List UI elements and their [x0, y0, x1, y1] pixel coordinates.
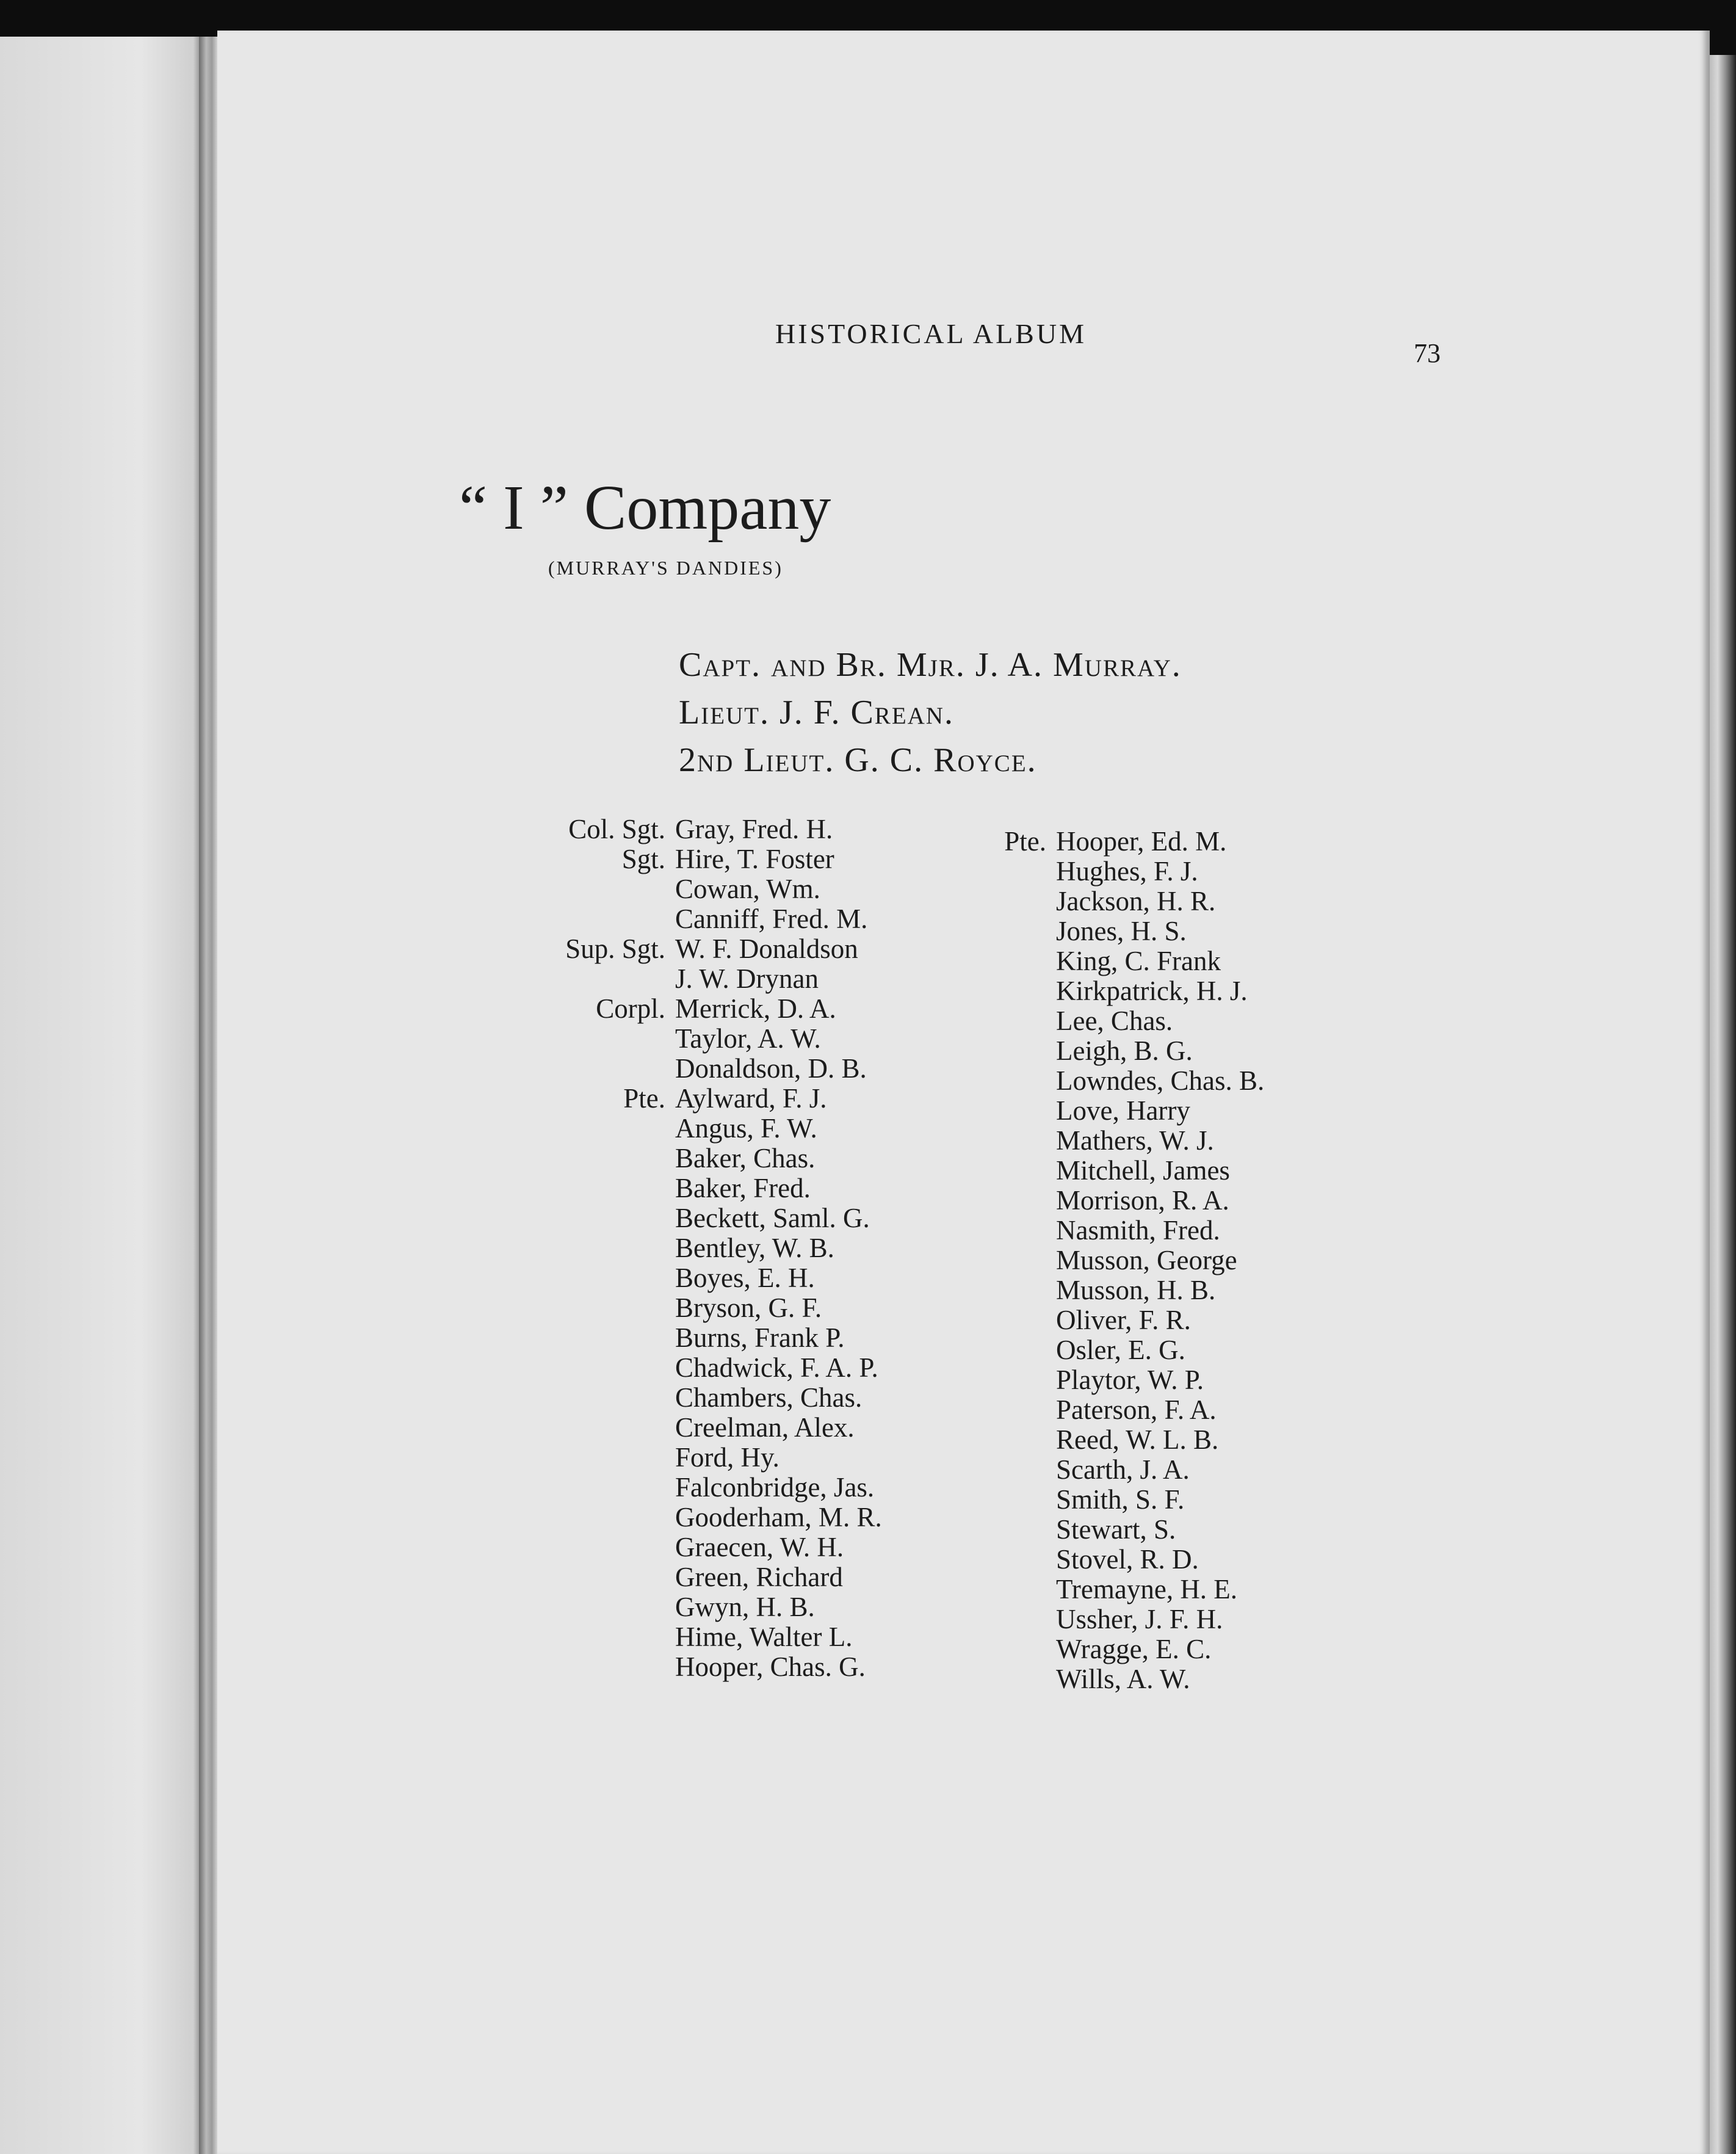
roster-entry: [531, 1652, 882, 1682]
roster-name: W. F. Donaldson: [675, 934, 858, 964]
roster-entry: [531, 1473, 882, 1503]
roster-rank: [989, 887, 1056, 916]
roster-entry: [531, 904, 882, 934]
roster-rank: [531, 1532, 675, 1562]
roster-rank: [531, 1652, 675, 1682]
roster-name: Green, Richard: [675, 1562, 843, 1592]
roster-name: Love, Harry: [1056, 1095, 1190, 1126]
roster-rank: [531, 1114, 675, 1144]
roster-name: Stovel, R. D.: [1056, 1544, 1199, 1575]
roster-name: Jones, H. S.: [1056, 916, 1187, 946]
roster-entry: [989, 1006, 1264, 1036]
roster-rank: [989, 1485, 1056, 1515]
roster-rank: [989, 1126, 1056, 1156]
roster-rank: [989, 1634, 1056, 1664]
roster-rank: [989, 1664, 1056, 1694]
roster-rank: [531, 1054, 675, 1084]
roster-rank: [531, 1473, 675, 1503]
roster-rank: [989, 1365, 1056, 1395]
roster-entry: [989, 1305, 1264, 1335]
roster-rank: [531, 1233, 675, 1263]
roster-rank: [531, 1443, 675, 1473]
roster-entry: [989, 1634, 1264, 1664]
roster-name: Burns, Frank P.: [675, 1322, 845, 1353]
roster-entry: [531, 1084, 882, 1114]
roster-name: Hooper, Ed. M.: [1056, 826, 1227, 857]
roster-name: Graecen, W. H.: [675, 1532, 844, 1562]
roster-entry: [989, 1216, 1264, 1246]
roster-rank: [989, 1305, 1056, 1335]
left-page-edge: [0, 37, 201, 2154]
roster-name: Musson, George: [1056, 1245, 1237, 1275]
roster-rank: [531, 1503, 675, 1532]
roster-rank: [989, 1275, 1056, 1305]
roster-name: Wills, A. W.: [1056, 1664, 1190, 1694]
roster-entry: [989, 946, 1264, 976]
roster-entry: [989, 1515, 1264, 1545]
roster-entry: [531, 1024, 882, 1054]
page-stack-edge: [1710, 55, 1736, 2154]
roster-entry: [989, 887, 1264, 916]
roster-entry: [531, 1592, 882, 1622]
roster-name: Chadwick, F. A. P.: [675, 1352, 878, 1383]
roster-rank: [989, 1455, 1056, 1485]
roster-name: Creelman, Alex.: [675, 1412, 855, 1443]
roster-entry: [531, 1293, 882, 1323]
roster-name: Scarth, J. A.: [1056, 1454, 1190, 1485]
roster-entry: [531, 874, 882, 904]
roster-entry: [989, 1664, 1264, 1694]
roster-entry: [531, 1144, 882, 1173]
roster-rank: [531, 964, 675, 994]
roster-entry: [989, 1275, 1264, 1305]
roster-rank: Sgt.: [621, 844, 665, 874]
roster-entry: [531, 1114, 882, 1144]
roster-rank: [989, 1605, 1056, 1634]
roster-name: Lee, Chas.: [1056, 1006, 1173, 1036]
roster-rank: [989, 1066, 1056, 1096]
roster-rank: [989, 946, 1056, 976]
roster-entry: [531, 1562, 882, 1592]
roster-entry: [989, 827, 1264, 857]
roster-entry: [531, 1263, 882, 1293]
roster-name: Playtor, W. P.: [1056, 1365, 1204, 1395]
roster-entry: [989, 1066, 1264, 1096]
roster-name: Merrick, D. A.: [675, 993, 836, 1024]
roster-entry: [531, 1353, 882, 1383]
roster-rank: [989, 1156, 1056, 1186]
roster-entry: [531, 964, 882, 994]
roster-rank: [989, 1036, 1056, 1066]
roster-name: Leigh, B. G.: [1056, 1035, 1193, 1066]
roster-rank: [531, 1293, 675, 1323]
roster-entry: [989, 1156, 1264, 1186]
roster-rank: [989, 1335, 1056, 1365]
officer-captain: Capt. and Br. Mjr. J. A. Murray.: [679, 646, 1182, 684]
roster-name: Hime, Walter L.: [675, 1622, 853, 1652]
roster-rank: [989, 1006, 1056, 1036]
roster-rank: [989, 1246, 1056, 1275]
roster-rank: [989, 1216, 1056, 1246]
roster-entry: [531, 1054, 882, 1084]
roster-rank: [531, 874, 675, 904]
roster-name: Hire, T. Foster: [675, 844, 834, 874]
roster-entry: [531, 1173, 882, 1203]
roster-rank: [989, 1096, 1056, 1126]
roster-rank: Corpl.: [596, 993, 665, 1024]
roster-rank: [531, 1383, 675, 1413]
roster-name: Morrison, R. A.: [1056, 1185, 1229, 1216]
roster-rank: [531, 1024, 675, 1054]
roster-rank: [989, 857, 1056, 887]
roster-entry: [989, 1545, 1264, 1575]
roster-name: Oliver, F. R.: [1056, 1305, 1191, 1335]
roster-rank: [989, 1515, 1056, 1545]
roster-name: Wragge, E. C.: [1056, 1634, 1212, 1664]
roster-name: Hughes, F. J.: [1056, 856, 1198, 887]
roster-name: Mathers, W. J.: [1056, 1125, 1214, 1156]
roster-rank: Sup. Sgt.: [565, 934, 665, 964]
roster-entry: [989, 1365, 1264, 1395]
roster-name: Jackson, H. R.: [1056, 886, 1216, 916]
roster-entry: [989, 1425, 1264, 1455]
roster-rank: [531, 1353, 675, 1383]
roster-entry: [531, 1443, 882, 1473]
roster-name: Osler, E. G.: [1056, 1335, 1185, 1365]
roster-rank: [989, 1575, 1056, 1605]
roster-name: Kirkpatrick, H. J.: [1056, 976, 1248, 1006]
roster-name: Cowan, Wm.: [675, 874, 820, 904]
roster-rank: [989, 1395, 1056, 1425]
roster-rank: Pte.: [623, 1083, 665, 1114]
roster-rank: [989, 1545, 1056, 1575]
roster-name: Paterson, F. A.: [1056, 1394, 1217, 1425]
officer-second-lieutenant: 2nd Lieut. G. C. Royce.: [679, 741, 1037, 779]
roster-rank: Pte.: [1004, 826, 1046, 857]
roster-entry: [989, 1455, 1264, 1485]
roster-entry: [531, 1203, 882, 1233]
roster-entry: [989, 1126, 1264, 1156]
roster-name: Gray, Fred. H.: [675, 814, 833, 844]
roster-name: Canniff, Fred. M.: [675, 904, 868, 934]
roster-entry: [989, 916, 1264, 946]
roster-rank: [531, 1173, 675, 1203]
roster-rank: Col. Sgt.: [568, 814, 665, 844]
roster-right-column: [989, 827, 1264, 1694]
roster-name: Mitchell, James: [1056, 1155, 1230, 1186]
roster-entry: [531, 1532, 882, 1562]
page-title: “ I ” Company: [459, 473, 831, 543]
roster-rank: [531, 1144, 675, 1173]
roster-name: Chambers, Chas.: [675, 1382, 863, 1413]
roster-rank: [989, 1186, 1056, 1216]
roster-entry: [989, 1096, 1264, 1126]
roster-entry: [531, 1323, 882, 1353]
officer-lieutenant: Lieut. J. F. Crean.: [679, 694, 954, 731]
roster-entry: [989, 1246, 1264, 1275]
roster-entry: [989, 1395, 1264, 1425]
roster-name: Gwyn, H. B.: [675, 1592, 815, 1622]
roster-entry: [531, 994, 882, 1024]
roster-rank: [531, 1413, 675, 1443]
roster-rank: [531, 1592, 675, 1622]
roster-entry: [531, 844, 882, 874]
roster-name: King, C. Frank: [1056, 946, 1221, 976]
roster-rank: [531, 904, 675, 934]
roster-name: Beckett, Saml. G.: [675, 1203, 870, 1233]
roster-name: Lowndes, Chas. B.: [1056, 1065, 1265, 1096]
roster-entry: [531, 1233, 882, 1263]
roster-entry: [989, 976, 1264, 1006]
roster-name: Bentley, W. B.: [675, 1233, 834, 1263]
roster-name: Hooper, Chas. G.: [675, 1652, 866, 1682]
book-gutter: [199, 37, 217, 2154]
roster-name: Stewart, S.: [1056, 1514, 1176, 1545]
roster-name: Donaldson, D. B.: [675, 1053, 867, 1084]
roster-entry: [531, 1413, 882, 1443]
roster-entry: [531, 1503, 882, 1532]
roster-name: Nasmith, Fred.: [1056, 1215, 1220, 1246]
roster-rank: [531, 1203, 675, 1233]
roster-entry: [989, 1485, 1264, 1515]
roster-entry: [531, 1383, 882, 1413]
roster-left-column: [531, 814, 882, 1682]
page-number: 73: [1414, 338, 1441, 368]
roster-entry: [989, 1335, 1264, 1365]
roster-name: Smith, S. F.: [1056, 1484, 1185, 1515]
roster-rank: [531, 1323, 675, 1353]
roster-rank: [989, 976, 1056, 1006]
roster-name: Taylor, A. W.: [675, 1023, 821, 1054]
roster-name: Reed, W. L. B.: [1056, 1424, 1219, 1455]
roster-rank: [531, 1562, 675, 1592]
roster-name: Musson, H. B.: [1056, 1275, 1216, 1305]
roster-name: Baker, Chas.: [675, 1143, 816, 1173]
roster-name: Tremayne, H. E.: [1056, 1574, 1238, 1605]
roster-name: Angus, F. W.: [675, 1113, 817, 1144]
roster-entry: [989, 1186, 1264, 1216]
roster-name: Ussher, J. F. H.: [1056, 1604, 1223, 1634]
roster-entry: [989, 1575, 1264, 1605]
running-head: HISTORICAL ALBUM: [775, 318, 1087, 349]
roster-rank: [989, 916, 1056, 946]
roster-entry: [531, 814, 882, 844]
roster-rank: [531, 1263, 675, 1293]
roster-name: Baker, Fred.: [675, 1173, 811, 1203]
roster-name: J. W. Drynan: [675, 963, 819, 994]
roster-name: Aylward, F. J.: [675, 1083, 827, 1114]
roster-entry: [531, 934, 882, 964]
roster-name: Falconbridge, Jas.: [675, 1472, 875, 1503]
roster-entry: [989, 857, 1264, 887]
roster-entry: [989, 1036, 1264, 1066]
roster-rank: [531, 1622, 675, 1652]
roster-entry: [989, 1605, 1264, 1634]
roster-name: Gooderham, M. R.: [675, 1502, 882, 1532]
roster-entry: [531, 1622, 882, 1652]
roster-rank: [989, 1425, 1056, 1455]
roster-name: Boyes, E. H.: [675, 1263, 815, 1293]
page-subtitle: (MURRAY'S DANDIES): [548, 557, 783, 579]
roster-name: Ford, Hy.: [675, 1442, 779, 1473]
roster-name: Bryson, G. F.: [675, 1293, 822, 1323]
officer-list: [679, 641, 1182, 784]
